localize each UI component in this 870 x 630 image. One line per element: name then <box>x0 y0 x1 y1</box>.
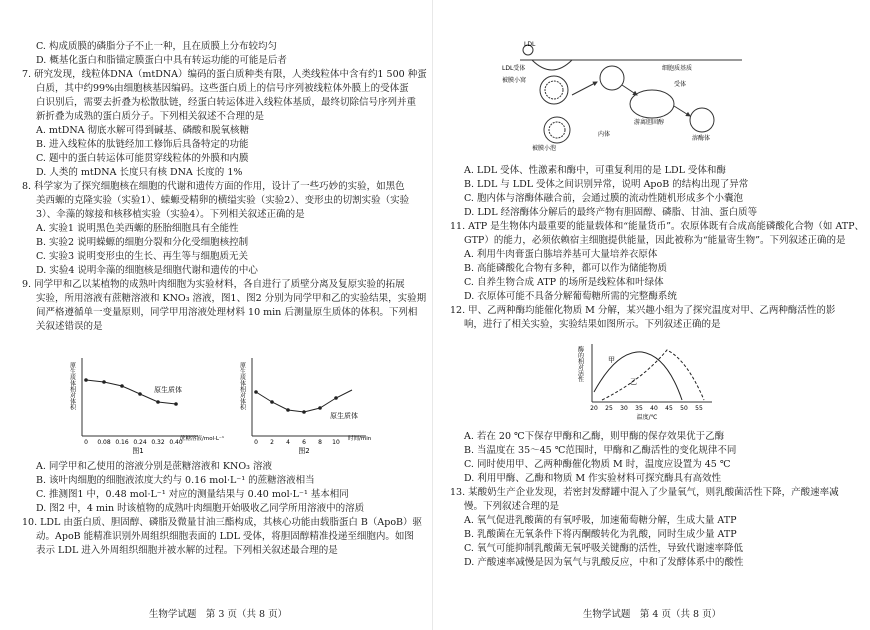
right_page.lines_top-line: A. 利用牛肉膏蛋白胨培养基可大量培养衣原体 <box>464 249 658 260</box>
fig1-caption: 图1 <box>132 447 144 455</box>
right_page.lines_top-line: GTP）的能力，必须依赖宿主细胞提供能量，因此被称为“能量寄生物”。下列叙述正确的是 <box>464 235 846 246</box>
right_page.lines_bottom-line: D. 利用甲酶、乙酶和物质 M 作实验材料可探究酶具有高效性 <box>464 473 722 484</box>
svg-text:50: 50 <box>680 405 688 412</box>
fig1-xunit: 蔗糖溶液/mol·L⁻¹ <box>180 436 225 442</box>
left-page <box>8 0 428 630</box>
right_page.lines_bottom-line: 13. 某酸奶生产企业发现，若密封发酵罐中混入了少量氧气，则乳酸菌活性下降，产酸速率减 <box>450 487 839 498</box>
right_page.lines_top-line: D. LDL 经溶酶体分解后的最终产物有胆固醇、磷脂、甘油、蛋白质等 <box>464 207 758 218</box>
right_page.lines_bottom-line: A. 氧气促进乳酸菌的有氧呼吸，加速葡萄糖分解，生成大量 ATP <box>464 515 737 526</box>
left_page.lines_top-line: C. 实验3 说明变形虫的生长、再生等与细胞质无关 <box>36 251 249 262</box>
right_page.lines_top-line: 响，进行了相关实验，实验结果如图所示。下列叙述正确的是 <box>464 319 721 330</box>
svg-text:0.16: 0.16 <box>115 439 129 446</box>
fig2-curve <box>256 390 352 412</box>
enzyme-chart <box>572 340 722 420</box>
svg-text:8: 8 <box>318 439 322 446</box>
left_page.lines_top-line: 关叙述错误的是 <box>36 321 103 332</box>
fig2-curve-label: 原生质体 <box>330 412 358 420</box>
svg-text:2: 2 <box>270 439 274 446</box>
left_page.lines_top-line: 8. 科学家为了探究细胞核在细胞的代谢和遗传方面的作用，设计了一些巧妙的实验，如黑色 <box>22 181 405 192</box>
series-yi-label: 乙 <box>630 378 637 386</box>
right_page.lines_top-line: 11. ATP 是生物体内最重要的能量载体和“能量货币”。农原体既有合成高能磷酸化合物（如 ATP、 <box>450 221 865 232</box>
left_page.lines_top-line: 美西螈的克隆实验（实验1）、蝾螈受精卵的横缢实验（实验2）、变形虫的切割实验（实验 <box>36 195 410 206</box>
svg-text:0.08: 0.08 <box>97 439 111 446</box>
left_page.lines_bottom-line: B. 该叶肉细胞的细胞液浓度大约与 0.16 mol·L⁻¹ 的蔗糖溶液相当 <box>36 475 315 486</box>
left_page.lines_top-line: A. mtDNA 彻底水解可得到碱基、磷酸和脱氧核糖 <box>36 125 250 136</box>
right_page.lines_top-line: 12. 甲、乙两种酶均能催化物质 M 分解，某兴趣小组为了探究温度对甲、乙两种酶活性的影 <box>450 305 836 316</box>
label-ldl-receptor: LDL受体 <box>502 65 526 72</box>
right_page.lines_bottom-line: A. 若在 20 ℃下保存甲酶和乙酶，则甲酶的保存效果优于乙酶 <box>464 431 725 442</box>
page-gutter <box>432 0 433 630</box>
enzyme-xlabel: 温度/℃ <box>636 414 658 421</box>
left_page.lines_top-line: 新折叠为成熟的蛋白质分子。下列相关叙述不合理的是 <box>36 111 265 122</box>
svg-text:0: 0 <box>254 439 258 446</box>
left_page.lines_top-line: 3）、伞藻的嫁接和核移植实验（实验4）。下列相关叙述正确的是 <box>36 209 305 220</box>
left_page.lines_bottom-line: D. 图2 中，4 min 时该植物的成熟叶肉细胞开始吸收乙同学所用溶液中的溶质 <box>36 503 365 514</box>
left_page.lines_top-line: 7. 研究发现，线粒体DNA（mtDNA）编码的蛋白质种类有限，人类线粒体中含有约1 500 种蛋 <box>22 69 427 80</box>
fig2-xunit: 时间/min <box>348 436 372 442</box>
svg-text:20: 20 <box>590 405 598 412</box>
label-ldl: LDL <box>524 41 536 48</box>
fig2-xticks <box>254 439 340 446</box>
right_page.lines_top-line: A. LDL 受体、性激素和酶中，可重复利用的是 LDL 受体和酶 <box>464 165 726 176</box>
left_page.lines_top-line: D. 概基化蛋白和脂锚定膜蛋白中具有转运功能的可能是后者 <box>36 55 287 66</box>
label-coated-pit: 被膜小窝 <box>502 77 527 84</box>
left_page.lines_top-line: 9. 同学甲和乙以某植物的成熟叶肉细胞为实验材料，各自进行了质壁分离及复原实验的拓展 <box>22 279 405 290</box>
right_page.lines_bottom-line: 慢。下列叙述合理的是 <box>464 501 560 512</box>
svg-text:0.32: 0.32 <box>151 439 165 446</box>
right-footer: 生物学试题 第 4 页（共 8 页） <box>582 609 722 620</box>
left_page.lines_top-line: B. 进入线粒体的肽链经加工修饰后具备特定的功能 <box>36 139 249 150</box>
svg-text:25: 25 <box>605 405 613 412</box>
enzyme-ylabel: 酶的相对活性 <box>576 346 584 382</box>
left_page.lines_top-line: C. 题中的蛋白转运体可能贯穿线粒体的外膜和内膜 <box>36 153 249 164</box>
left_page.lines_top-line: 间严格遵循单一变量原则，同学甲用溶液处理材料 10 min 后测量原生质体的体积。下列相 <box>36 307 418 318</box>
right-text-block <box>450 164 865 332</box>
svg-text:0.40: 0.40 <box>169 439 183 446</box>
right_page.lines_bottom-line: B. 当温度在 35～45 ℃范围时，甲酶和乙酶活性的变化规律不同 <box>464 445 737 456</box>
svg-text:35: 35 <box>635 405 643 412</box>
figure-2 <box>238 350 388 455</box>
label-vesicle: 被膜小泡 <box>532 145 557 152</box>
series-jia-label: 甲 <box>608 356 615 364</box>
left-text-block <box>22 40 426 334</box>
svg-text:10: 10 <box>332 439 340 446</box>
label-lysosome: 溶酶体 <box>692 135 711 142</box>
svg-text:30: 30 <box>620 405 628 412</box>
right-page <box>442 0 865 630</box>
fig2-caption: 图2 <box>298 447 310 455</box>
left_page.lines_bottom-line: 表示 LDL 进入外周组织细胞并被水解的过程。下列相关叙述最合理的是 <box>36 545 338 556</box>
left-text-block-2 <box>22 460 426 558</box>
left_page.lines_top-line: 白识别后，需要去折叠为松散肽链，经蛋白转运体进入线粒体基质，最终切除信号序列并重 <box>36 97 417 108</box>
svg-text:4: 4 <box>286 439 290 446</box>
figure-1 <box>68 350 225 455</box>
left_page.lines_top-line: 实验，所用溶液有蔗糖溶液和 KNO₃ 溶液，图1、图2 分别为同学甲和乙的实验结果，实验期 <box>36 293 427 304</box>
right_page.lines_top-line: B. LDL 与 LDL 受体之间识别异常，说明 ApoB 的结构出现了异常 <box>464 179 749 190</box>
fig1-xticks <box>84 439 183 446</box>
right_page.lines_bottom-line: B. 乳酸菌在无氧条件下将丙酮酸转化为乳酸，同时生成少量 ATP <box>464 529 737 540</box>
left_page.lines_bottom-line: A. 同学甲和乙使用的溶液分别是蔗糖溶液和 KNO₃ 溶液 <box>36 461 272 472</box>
label-free-cholesterol: 游离胆固醇 <box>634 119 665 126</box>
svg-text:55: 55 <box>695 405 703 412</box>
right_page.lines_bottom-line: C. 同时使用甲、乙两种酶催化物质 M 时，温度应设置为 45 ℃ <box>464 459 731 470</box>
left_page.lines_bottom-line: 10. LDL 由蛋白质、胆固醇、磷脂及微量甘油三酯构成，其核心功能由载脂蛋白 B（ApoB）驱 <box>22 517 423 528</box>
left_page.lines_top-line: D. 实验4 说明伞藻的细胞核是细胞代谢和遗传的中心 <box>36 265 258 276</box>
svg-text:0.24: 0.24 <box>133 439 147 446</box>
right_page.lines_top-line: D. 衣原体可能不具备分解葡萄糖所需的完整酶系统 <box>464 291 677 302</box>
left_page.lines_top-line: D. 人类的 mtDNA 长度只有核 DNA 长度的 1% <box>36 167 243 178</box>
fig1-curve-label: 原生质体 <box>154 386 182 394</box>
left_page.lines_bottom-line: C. 推测图1 中，0.48 mol·L⁻¹ 对应的测量结果与 0.40 mol·L⁻¹ 基本相同 <box>36 489 349 500</box>
right-text-block-2 <box>450 430 860 570</box>
series-yi <box>602 350 704 400</box>
left_page.lines_top-line: C. 构成质膜的磷脂分子不止一种，且在质膜上分布较均匀 <box>36 41 277 52</box>
left_page.lines_top-line: A. 实验1 说明黑色美西螈的胚胎细胞具有全能性 <box>36 223 239 234</box>
fig2-points <box>254 390 338 414</box>
svg-text:0: 0 <box>84 439 88 446</box>
left_page.lines_top-line: 白质，其中约99%由细胞核基因编码。这些蛋白质上的信号序列被线粒体外膜上的受体蛋 <box>36 83 409 94</box>
svg-text:45: 45 <box>665 405 673 412</box>
right_page.lines_top-line: C. 自养生物合成 ATP 的场所是线粒体和叶绿体 <box>464 277 664 288</box>
svg-text:40: 40 <box>650 405 658 412</box>
right_page.lines_top-line: C. 胞内体与溶酶体融合前，会通过膜的流动性随机形成多个小囊泡 <box>464 193 743 204</box>
label-cytoplasm: 细胞质基质 <box>662 65 693 72</box>
fig2-ylabel: 原生质体相对体积 <box>238 362 246 410</box>
left-footer: 生物学试题 第 3 页（共 8 页） <box>148 609 288 620</box>
fig1-ylabel: 原生质体相对体积 <box>68 362 76 410</box>
label-endosome: 内体 <box>598 131 611 138</box>
right_page.lines_top-line: B. 高能磷酸化合物有多种，都可以作为储能物质 <box>464 263 668 274</box>
label-receptor: 受体 <box>674 81 687 88</box>
left_page.lines_bottom-line: 动。ApoB 能精准识别外周组织细胞表面的 LDL 受体，将胆固醇精准投递至细胞内。如图 <box>36 531 414 542</box>
right_page.lines_bottom-line: D. 产酸速率减慢是因为氧气与乳酸反应，中和了发酵体系中的酸性 <box>464 557 744 568</box>
right_page.lines_bottom-line: C. 氧气可能抑制乳酸菌无氧呼吸关键酶的活性，导致代谢速率降低 <box>464 543 743 554</box>
left_page.lines_top-line: B. 实验2 说明蝾螈的细胞分裂和分化受细胞核控制 <box>36 237 249 248</box>
ldl-diagram <box>502 40 752 152</box>
enzyme-xticks <box>590 405 703 412</box>
svg-text:6: 6 <box>302 439 306 446</box>
